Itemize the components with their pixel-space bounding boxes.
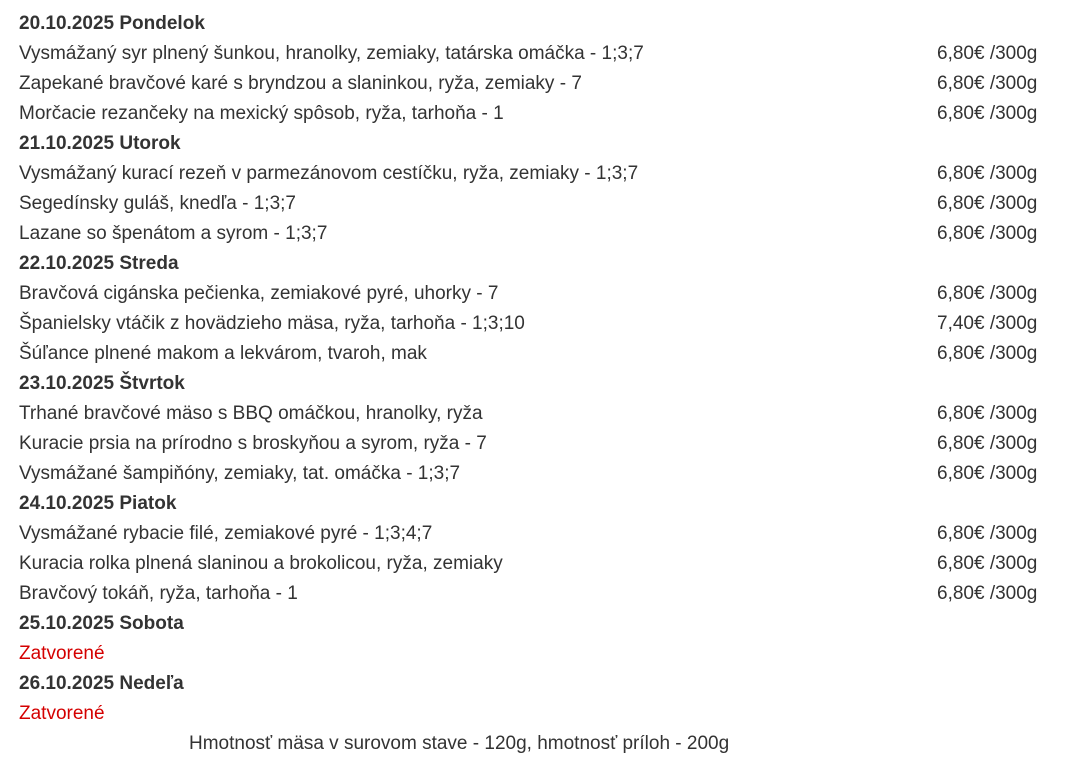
dish-name: Bravčová cigánska pečienka, zemiakové pyré, uhorky - 7 xyxy=(19,283,499,304)
day-header xyxy=(19,129,1045,159)
dish-name: Vysmážané šampiňóny, zemiaky, tat. omáčka - 1;3;7 xyxy=(19,463,461,484)
dish-price: 6,80€ /300g xyxy=(937,343,1038,364)
dish-name: Vysmážaný kurací rezeň v parmezánovom cestíčku, ryža, zemiaky - 1;3;7 xyxy=(19,163,639,184)
dish-name: Šúľance plnené makom a lekvárom, tvaroh, mak xyxy=(19,343,427,364)
dish-price: 6,80€ /300g xyxy=(937,73,1038,94)
menu-item xyxy=(19,339,1045,369)
menu-item xyxy=(19,579,1045,609)
menu-item xyxy=(19,549,1045,579)
menu-item xyxy=(19,429,1045,459)
day-header-text: 22.10.2025 Streda xyxy=(19,253,179,274)
day-header-text: 24.10.2025 Piatok xyxy=(19,493,177,514)
day-header xyxy=(19,489,1045,519)
dish-name: Lazane so špenátom a syrom - 1;3;7 xyxy=(19,223,328,244)
dish-price: 7,40€ /300g xyxy=(937,313,1038,334)
dish-price: 6,80€ /300g xyxy=(937,553,1038,574)
dish-price: 6,80€ /300g xyxy=(937,103,1038,124)
dish-price: 6,80€ /300g xyxy=(937,433,1038,454)
dish-name: Bravčový tokáň, ryža, tarhoňa - 1 xyxy=(19,583,298,604)
dish-price: 6,80€ /300g xyxy=(937,193,1038,214)
dish-price: 6,80€ /300g xyxy=(937,583,1038,604)
weekly-menu xyxy=(19,9,1045,729)
dish-name: Zapekané bravčové karé s bryndzou a slaninkou, ryža, zemiaky - 7 xyxy=(19,73,582,94)
dish-price: 6,80€ /300g xyxy=(937,43,1038,64)
dish-name: Trhané bravčové mäso s BBQ omáčkou, hranolky, ryža xyxy=(19,403,483,424)
dish-price: 6,80€ /300g xyxy=(937,463,1038,484)
closed-text: Zatvorené xyxy=(19,643,105,664)
day-header-text: 21.10.2025 Utorok xyxy=(19,133,181,154)
day-header xyxy=(19,249,1045,279)
day-header-text: 23.10.2025 Štvrtok xyxy=(19,373,185,394)
closed-notice xyxy=(19,699,1045,729)
menu-item xyxy=(19,459,1045,489)
dish-name: Segedínsky guláš, knedľa - 1;3;7 xyxy=(19,193,296,214)
menu-item xyxy=(19,219,1045,249)
dish-price: 6,80€ /300g xyxy=(937,223,1038,244)
closed-notice xyxy=(19,639,1045,669)
menu-item xyxy=(19,309,1045,339)
dish-price: 6,80€ /300g xyxy=(937,403,1038,424)
day-header xyxy=(19,609,1045,639)
closed-text: Zatvorené xyxy=(19,703,105,724)
menu-item xyxy=(19,39,1045,69)
dish-price: 6,80€ /300g xyxy=(937,283,1038,304)
day-header-text: 20.10.2025 Pondelok xyxy=(19,13,205,34)
day-header xyxy=(19,369,1045,399)
dish-name: Morčacie rezančeky na mexický spôsob, ryža, tarhoňa - 1 xyxy=(19,103,504,124)
dish-name: Španielsky vtáčik z hovädzieho mäsa, ryža, tarhoňa - 1;3;10 xyxy=(19,313,525,334)
dish-name: Kuracie prsia na prírodno s broskyňou a syrom, ryža - 7 xyxy=(19,433,487,454)
menu-item xyxy=(19,189,1045,219)
dish-name: Kuracia rolka plnená slaninou a brokolicou, ryža, zemiaky xyxy=(19,553,503,574)
dish-name: Vysmážaný syr plnený šunkou, hranolky, zemiaky, tatárska omáčka - 1;3;7 xyxy=(19,43,644,64)
menu-item xyxy=(19,279,1045,309)
day-header-text: 25.10.2025 Sobota xyxy=(19,613,184,634)
menu-item xyxy=(19,519,1045,549)
dish-price: 6,80€ /300g xyxy=(937,163,1038,184)
dish-name: Vysmážané rybacie filé, zemiakové pyré - 1;3;4;7 xyxy=(19,523,433,544)
menu-item xyxy=(19,399,1045,429)
day-header-text: 26.10.2025 Nedeľa xyxy=(19,673,184,694)
day-header xyxy=(19,669,1045,699)
dish-price: 6,80€ /300g xyxy=(937,523,1038,544)
menu-item xyxy=(19,69,1045,99)
menu-item xyxy=(19,159,1045,189)
day-header xyxy=(19,9,1045,39)
menu-item xyxy=(19,99,1045,129)
weight-note: Hmotnosť mäsa v surovom stave - 120g, hmotnosť príloh - 200g xyxy=(189,733,730,754)
